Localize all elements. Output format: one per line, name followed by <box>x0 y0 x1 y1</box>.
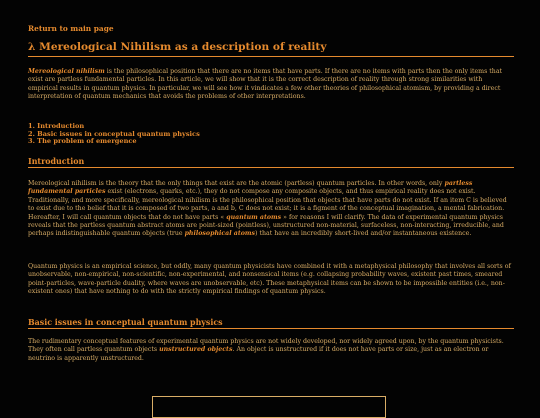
term-unstructured-objects: unstructured objects <box>159 346 233 354</box>
toc-item-basic-issues[interactable]: 2. Basic issues in conceptual quantum physics <box>28 129 200 138</box>
text-run: Hereafter, I will call quantum objects that do not have parts « <box>28 213 227 221</box>
toc-item-introduction[interactable]: 1. Introduction <box>28 122 85 130</box>
term-partless-particles: partless fundamental particles <box>28 180 473 196</box>
return-to-main-link[interactable]: Return to main page <box>28 24 114 33</box>
text-run: exist (electrons, quarks, etc.), they do not compose any composite objects, and thus empirical reality does not exist. Traditionally, and more specifically, mereological nihilism is the philosophical position that objects that have parts do not exist. If an item C is believed to exist due to the belief that it is composed of two parts, a and b, C does not exist; it is a figment of the conceptual imagination, a mental fabrication. <box>28 188 507 213</box>
text-run: ) that have an incredibly short-lived and/or instantaneous existence. <box>255 230 472 238</box>
text-run: » for reasons I will clarify. The data of experimental quantum physics reveals that the partless quantum abstract atoms are point-sized (pointless), unstructured non-material, surfaceless, non-interacting, irreducible, and perhaps indistinguishable quantum objects (true <box>28 213 504 238</box>
section-heading-basic-issues: Basic issues in conceptual quantum physics <box>28 318 514 329</box>
introduction-paragraph-1 <box>28 180 514 239</box>
text-run: The rudimentary conceptual features of experimental quantum physics are not widely developed, nor widely agreed upon, by the quantum physicists. They often call partless quantum objects <box>28 338 504 354</box>
introduction-paragraph-2: Quantum physics is an empirical science, but oddly, many quantum physicists have combined it with a metaphysical philosophy that involves all sorts of unobservable, non-empirical, non-scientific, non-experimental, and nonsensical items (e.g. collapsing probability waves, existent past times, smeared point-particles, wave-particle duality, where waves are unobservable, etc). These metaphysical items can be shown to be impossible entities (i.e., non-existent ones) that have nothing to do with the strictly empirical findings of quantum physics. <box>28 263 511 296</box>
text-run: . An object is unstructured if it does not have parts or size, just as an electron or neutrino is apparently unstructured. <box>28 346 489 362</box>
bottom-frame <box>152 396 386 418</box>
text-run: Mereological nihilism is the theory that the only things that exist are the atomic (partless) quantum particles. In other words, only <box>28 180 445 187</box>
page-title: λ Mereological Nihilism as a description of reality <box>28 41 514 57</box>
intro-text: is the philosophical position that there are no items that have parts. If there are no items with parts then the only items that exist are partless fundamental particles. In this article, we will show that it is the correct description of reality through strong similarities with empirical results in quantum physics. In particular, we will see how it vindicates a few other theories of philosophical atomism, by providing a direct interpretation of quantum mechanics that avoids the problems of other interpretations. <box>28 68 503 101</box>
toc-item-emergence[interactable]: 3. The problem of emergence <box>28 137 137 146</box>
table-of-contents <box>28 123 200 146</box>
term-quantum-atoms: quantum atoms <box>226 213 282 221</box>
basic-issues-paragraph-1 <box>28 338 514 363</box>
section-heading-introduction: Introduction <box>28 157 514 168</box>
intro-paragraph <box>28 68 514 102</box>
term-philosophical-atoms: philosophical atoms <box>184 230 256 238</box>
intro-term: Mereological nihilism <box>28 68 105 75</box>
